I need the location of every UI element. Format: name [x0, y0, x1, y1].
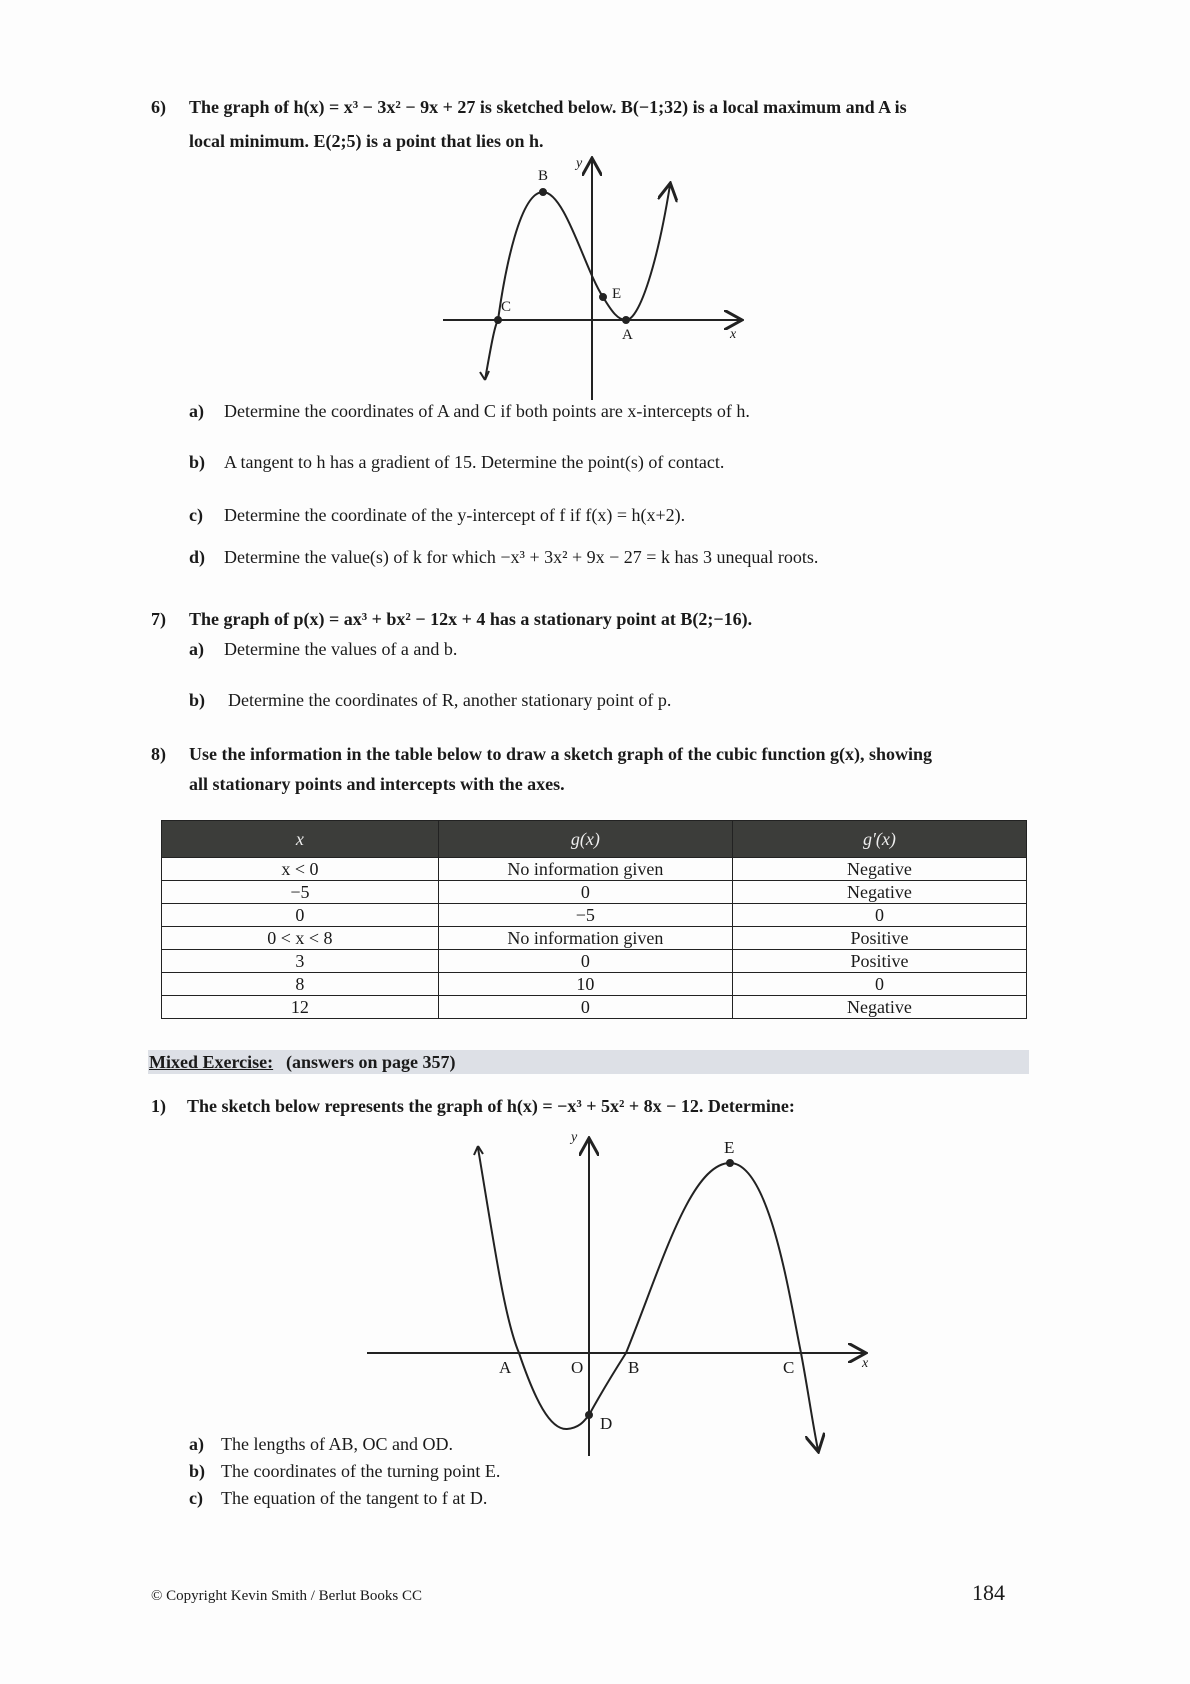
section-band	[148, 1050, 1029, 1074]
table-cell: Negative	[732, 881, 1026, 904]
table-row	[162, 996, 1027, 1019]
section-title: Mixed Exercise:	[149, 1052, 274, 1072]
table-cell: 0	[438, 996, 732, 1019]
graph-h-mixed1	[367, 1140, 864, 1456]
table-row	[162, 950, 1027, 973]
g-table	[161, 820, 1027, 1019]
label-B: B	[628, 1358, 640, 1377]
header-gpx: g′(x)	[732, 821, 1026, 858]
part-label: b)	[189, 452, 206, 472]
footer-copyright: © Copyright Kevin Smith / Berlut Books CC	[151, 1588, 422, 1604]
part-label: a)	[189, 401, 204, 421]
label-D: D	[600, 1414, 613, 1433]
table-row	[162, 927, 1027, 950]
table-cell: −5	[162, 881, 439, 904]
label-C: C	[783, 1358, 795, 1377]
table-cell: No information given	[438, 858, 732, 881]
question-number: 7)	[151, 609, 166, 629]
part-text: The equation of the tangent to f at D.	[221, 1488, 488, 1508]
part-label: a)	[189, 639, 204, 659]
part-text: The lengths of AB, OC and OD.	[221, 1434, 453, 1454]
label-A: A	[499, 1358, 512, 1377]
question-number: 6)	[151, 97, 166, 117]
question-text: Use the information in the table below to draw a sketch graph of the cubic function g(x), showing	[189, 744, 933, 764]
label-y: y	[571, 1130, 578, 1145]
label-x: x	[730, 327, 737, 342]
table-cell: 10	[438, 973, 732, 996]
table-cell: −5	[438, 904, 732, 927]
curve-h	[478, 1148, 818, 1450]
part-label: c)	[189, 505, 203, 525]
table-row	[162, 973, 1027, 996]
table-cell: 12	[162, 996, 439, 1019]
label-E: E	[612, 286, 622, 302]
table-cell: 0 < x < 8	[162, 927, 439, 950]
part-text: Determine the coordinates of R, another stationary point of p.	[228, 690, 672, 710]
table-cell: Positive	[732, 950, 1026, 973]
table-cell: 0	[438, 881, 732, 904]
part-text: Determine the value(s) of k for which −x³ + 3x² + 9x − 27 = k has 3 unequal roots.	[224, 547, 819, 567]
point-C	[495, 317, 501, 323]
label-O: O	[571, 1358, 584, 1377]
point-E	[600, 294, 606, 300]
table-cell: x < 0	[162, 858, 439, 881]
table-cell: 3	[162, 950, 439, 973]
table-cell: No information given	[438, 927, 732, 950]
arrow-down	[480, 371, 489, 380]
page-number: 184	[972, 1580, 1005, 1605]
table-cell: Negative	[732, 996, 1026, 1019]
table-cell: 0	[438, 950, 732, 973]
part-text: A tangent to h has a gradient of 15. Determine the point(s) of contact.	[224, 452, 725, 472]
section-note: (answers on page 357)	[286, 1052, 456, 1072]
point-A	[623, 317, 629, 323]
question-text: local minimum. E(2;5) is a point that lies on h.	[189, 131, 544, 151]
label-x: x	[862, 1356, 869, 1371]
label-B: B	[538, 168, 549, 184]
table-cell: 0	[732, 904, 1026, 927]
table-row	[162, 858, 1027, 881]
table-cell: Negative	[732, 858, 1026, 881]
part-text: Determine the values of a and b.	[224, 639, 458, 659]
table-row	[162, 881, 1027, 904]
part-label: a)	[189, 1434, 204, 1454]
question-number: 8)	[151, 744, 166, 764]
part-label: b)	[189, 690, 206, 710]
question-text: all stationary points and intercepts with the axes.	[189, 774, 565, 794]
question-number: 1)	[151, 1096, 166, 1116]
graph-h-q6	[443, 160, 740, 400]
header-x: x	[162, 821, 439, 858]
table-cell: 0	[732, 973, 1026, 996]
part-label: d)	[189, 547, 206, 567]
label-C: C	[501, 299, 512, 315]
question-text: The sketch below represents the graph of h(x) = −x³ + 5x² + 8x − 12. Determine:	[187, 1096, 795, 1116]
question-text: The graph of p(x) = ax³ + bx² − 12x + 4 has a stationary point at B(2;−16).	[189, 609, 753, 629]
point-B	[540, 189, 546, 195]
part-text: Determine the coordinate of the y-intercept of f if f(x) = h(x+2).	[224, 505, 686, 525]
part-label: b)	[189, 1461, 206, 1481]
label-y: y	[576, 156, 583, 171]
curve-h	[485, 185, 670, 380]
header-gx: g(x)	[438, 821, 732, 858]
label-A: A	[622, 327, 633, 343]
label-E: E	[724, 1138, 735, 1157]
point-E	[727, 1160, 733, 1166]
part-text: Determine the coordinates of A and C if both points are x-intercepts of h.	[224, 401, 750, 421]
point-D	[586, 1412, 592, 1418]
question-text: The graph of h(x) = x³ − 3x² − 9x + 27 is sketched below. B(−1;32) is a local maximum and A is	[189, 97, 907, 117]
part-label: c)	[189, 1488, 203, 1508]
part-text: The coordinates of the turning point E.	[221, 1461, 501, 1481]
table-row	[162, 904, 1027, 927]
table-cell: Positive	[732, 927, 1026, 950]
table-cell: 0	[162, 904, 439, 927]
table-cell: 8	[162, 973, 439, 996]
